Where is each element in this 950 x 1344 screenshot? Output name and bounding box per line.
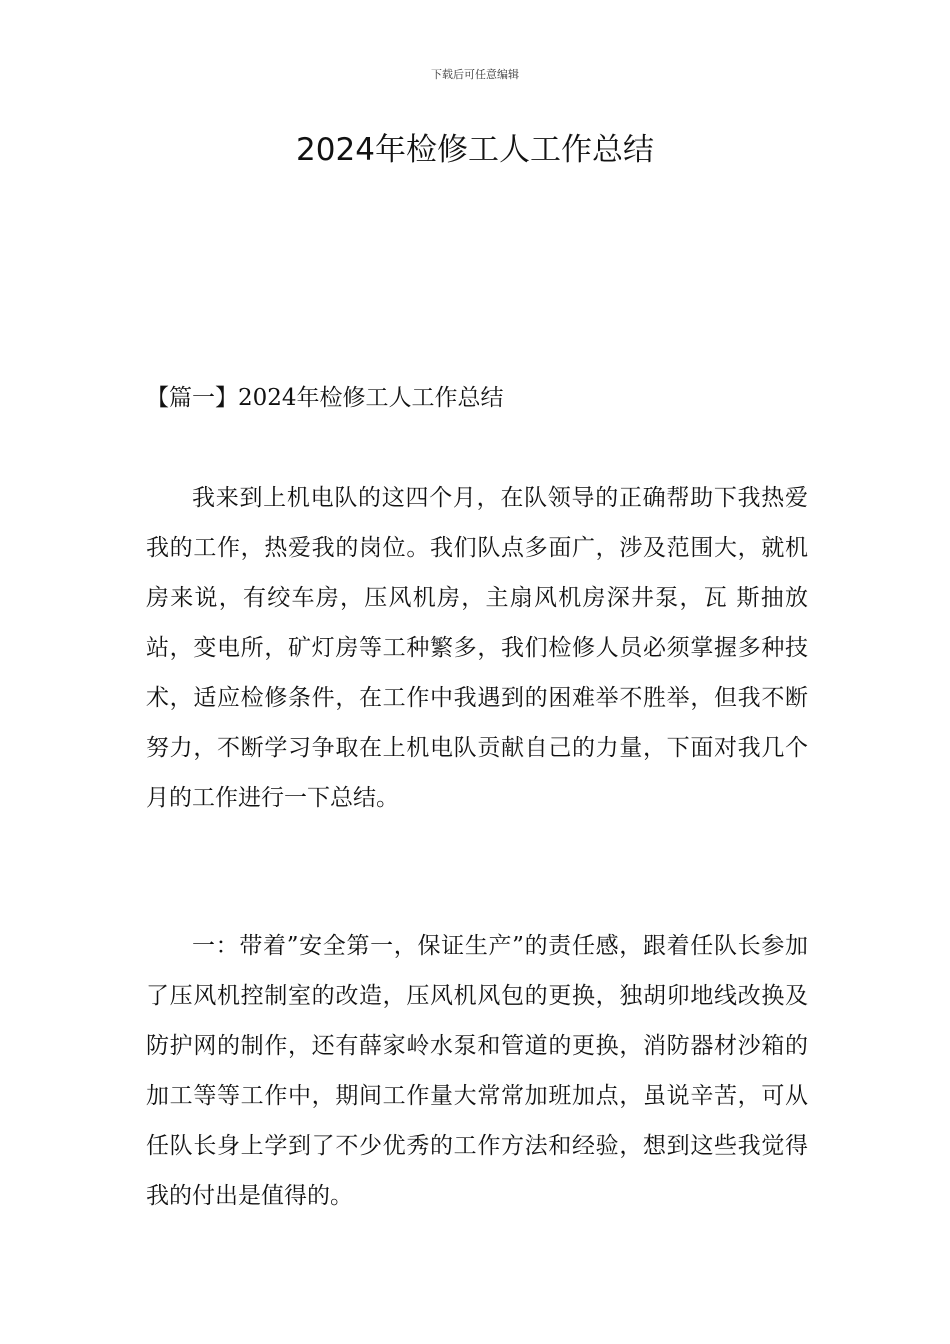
body-paragraph-2: 一：带着”安全第一，保证生产”的责任感，跟着任队长参加了压风机控制室的改造，压风机风包的更换，独胡卯地线改换及防护网的制作，还有薛家岭水泵和管道的更换，消防器材沙箱的加工等等工作中，期间工作量大常常加班加点，虽说辛苦，可从任队长身上学到了不少优秀的工作方法和经验，想到这些我觉得我的付出是值得的。 [146, 933, 808, 1209]
section-heading: 【篇一】2024年检修工人工作总结 [146, 385, 504, 411]
body-paragraph-1: 我来到上机电队的这四个月，在队领导的正确帮助下我热爱我的工作，热爱我的岗位。我们队点多面广，涉及范围大，就机房来说，有绞车房，压风机房，主扇风机房深井泵，瓦 斯抽放站，变电所，矿灯房等工种繁多，我们检修人员必须掌握多种技术，适应检修条件，在工作中我遇到的困难举不胜举，但我不断努力，不断学习争取在上机电队贡献自己的力量，下面对我几个月的工作进行一下总结。 [146, 485, 808, 811]
header-note: 下载后可任意编辑 [431, 68, 519, 81]
document-title: 2024年检修工人工作总结 [296, 132, 654, 168]
